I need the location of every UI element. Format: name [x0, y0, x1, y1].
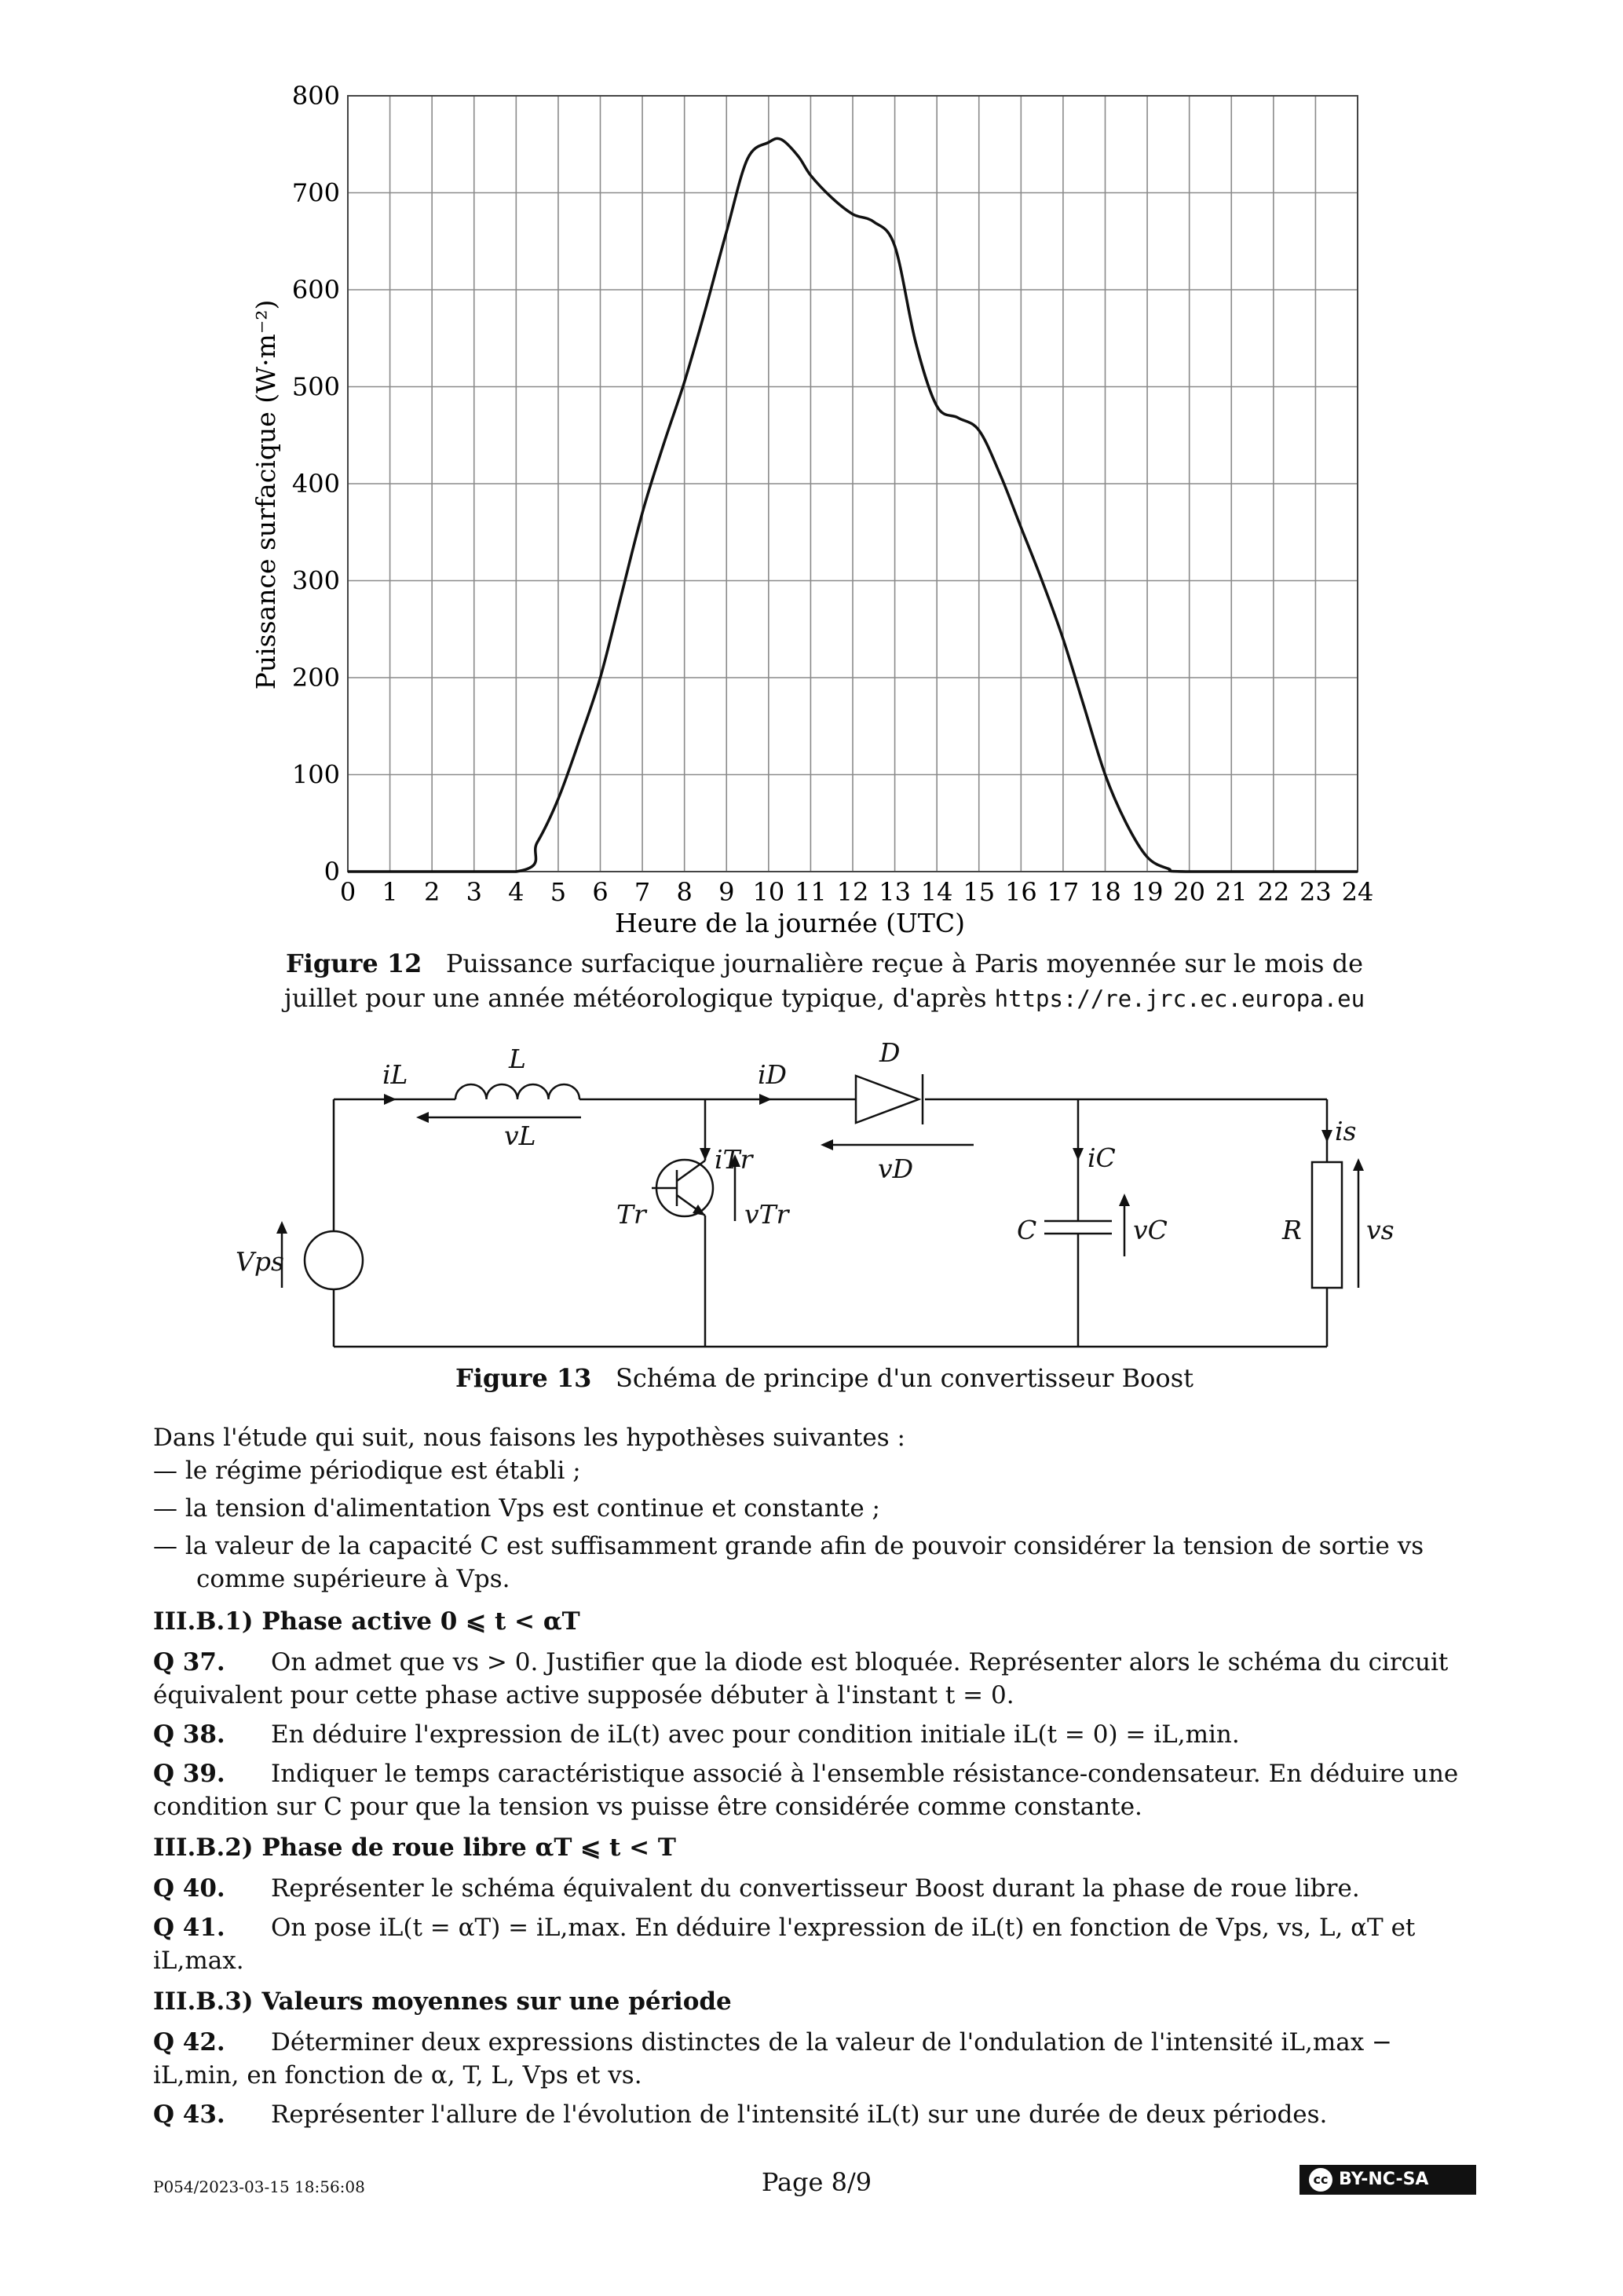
x-tick-label: 0 [339, 877, 356, 907]
figure13-caption-text: Schéma de principe d'un convertisseur Boost [615, 1363, 1193, 1393]
bullet-item: — la tension d'alimentation Vps est continue et constante ; [153, 1494, 880, 1523]
power-chart [0, 0, 1623, 942]
label-Tr: Tr [616, 1199, 646, 1230]
x-tick-label: 14 [920, 877, 953, 907]
label-vL: vL [504, 1121, 536, 1151]
figure13-caption [236, 1361, 1413, 1395]
section-title: III.B.2) Phase de roue libre αT ⩽ t < T [153, 1834, 676, 1862]
question-text: Indiquer le temps caractéristique associé à l'ensemble résistance-condensateur. En déduire une condition sur C pour que la tension vs puisse être considérée comme constante. [153, 1760, 1459, 1821]
x-tick-label: 8 [676, 877, 693, 907]
label-C: C [1017, 1215, 1037, 1245]
intro-paragraph: Dans l'étude qui suit, nous faisons les hypothèses suivantes : [153, 1424, 905, 1452]
question-42 [153, 2026, 1480, 2092]
x-tick-label: 24 [1341, 877, 1374, 907]
y-tick-label: 300 [291, 565, 340, 596]
label-D: D [879, 1037, 901, 1068]
y-tick-label: 400 [291, 469, 340, 499]
x-tick-label: 18 [1089, 877, 1121, 907]
question-number: Q 39. [153, 1760, 225, 1788]
y-tick-label: 800 [291, 81, 340, 111]
x-tick-label: 3 [466, 877, 482, 907]
label-iTr: iTr [715, 1144, 753, 1175]
bullet-item: — la valeur de la capacité C est suffisamment grande afin de pouvoir considérer la tension de sortie vs comme supérieure à Vps. [153, 1532, 1424, 1593]
question-43 [153, 2098, 1480, 2131]
question-number: Q 41. [153, 1914, 225, 1942]
x-tick-label: 10 [752, 877, 785, 907]
x-tick-label: 7 [634, 877, 651, 907]
question-39 [153, 1757, 1480, 1823]
label-Vps: Vps [236, 1246, 284, 1277]
x-tick-label: 1 [382, 877, 398, 907]
chart-xlabel: Heure de la journée (UTC) [615, 908, 965, 938]
question-text: Représenter l'allure de l'évolution de l'intensité iL(t) sur une durée de deux périodes. [271, 2100, 1328, 2129]
y-tick-label: 0 [324, 857, 340, 887]
chart-ticks [292, 81, 1373, 907]
chart-grid [348, 96, 1358, 872]
y-tick-label: 100 [291, 759, 340, 790]
y-tick-label: 700 [291, 177, 340, 208]
x-tick-label: 13 [879, 877, 911, 907]
question-text: On pose iL(t = αT) = iL,max. En déduire l'expression de iL(t) en fonction de Vps, vs, L, αT et iL,max. [153, 1914, 1416, 1975]
figure12-label: Figure 12 [285, 949, 422, 978]
body-text [153, 1421, 1480, 2131]
y-tick-label: 500 [291, 371, 340, 402]
x-tick-label: 4 [508, 877, 525, 907]
question-number: Q 37. [153, 1648, 225, 1676]
question-41 [153, 1911, 1480, 1977]
x-tick-label: 23 [1299, 877, 1332, 907]
x-tick-label: 21 [1215, 877, 1248, 907]
question-40 [153, 1872, 1480, 1905]
x-tick-label: 16 [1004, 877, 1037, 907]
question-number: Q 42. [153, 2028, 225, 2057]
label-iD: iD [758, 1059, 788, 1090]
question-text: On admet que vs > 0. Justifier que la diode est bloquée. Représenter alors le schéma du circuit équivalent pour cette phase active supposée débuter à l'instant t = 0. [153, 1648, 1449, 1709]
license-badge[interactable] [1299, 2165, 1476, 2195]
x-tick-label: 19 [1131, 877, 1164, 907]
question-38 [153, 1718, 1480, 1751]
label-vD: vD [878, 1153, 914, 1184]
page-number: Page 8/9 [761, 2167, 872, 2197]
label-L: L [509, 1044, 526, 1074]
x-tick-label: 12 [836, 877, 869, 907]
figure12-url: https://re.jrc.ec.europa.eu [994, 985, 1365, 1012]
label-R: R [1282, 1215, 1302, 1245]
x-tick-label: 11 [795, 877, 827, 907]
label-iL: iL [382, 1059, 408, 1090]
label-vC: vC [1133, 1215, 1168, 1245]
bullet-item: — le régime périodique est établi ; [153, 1457, 581, 1485]
chart-ylabel: Puissance surfacique (W·m⁻²) [250, 299, 281, 690]
boost-circuit-diagram [0, 1021, 1623, 1366]
x-tick-label: 6 [592, 877, 609, 907]
label-iC: iC [1087, 1143, 1116, 1173]
question-number: Q 38. [153, 1720, 225, 1749]
figure12-caption [236, 946, 1413, 1016]
y-tick-label: 200 [291, 663, 340, 693]
figure12-caption-line2: juillet pour une année météorologique typique, d'après [283, 983, 987, 1013]
x-tick-label: 9 [718, 877, 735, 907]
x-tick-label: 22 [1257, 877, 1290, 907]
question-text: Représenter le schéma équivalent du convertisseur Boost durant la phase de roue libre. [271, 1874, 1360, 1903]
question-text: Déterminer deux expressions distinctes de la valeur de l'ondulation de l'intensité iL,max − iL,min, en fonction de α, T, L, Vps et vs. [153, 2028, 1393, 2089]
section-title: III.B.1) Phase active 0 ⩽ t < αT [153, 1607, 580, 1636]
figure12-caption-line1: Puissance surfacique journalière reçue à Paris moyennée sur le mois de [445, 949, 1364, 978]
question-text: En déduire l'expression de iL(t) avec pour condition initiale iL(t = 0) = iL,min. [271, 1720, 1240, 1749]
label-vs: vs [1366, 1215, 1395, 1245]
label-is: is [1335, 1116, 1357, 1146]
x-tick-label: 2 [423, 877, 440, 907]
label-vTr: vTr [744, 1199, 789, 1230]
question-37 [153, 1646, 1480, 1712]
question-number: Q 40. [153, 1874, 225, 1903]
license-text: BY-NC-SA [1339, 2170, 1429, 2189]
footer-timestamp: P054/2023-03-15 18:56:08 [153, 2177, 365, 2196]
section-title: III.B.3) Valeurs moyennes sur une période [153, 1987, 732, 2016]
x-tick-label: 5 [550, 877, 567, 907]
x-tick-label: 20 [1173, 877, 1206, 907]
x-tick-label: 15 [963, 877, 996, 907]
cc-icon: cc [1309, 2168, 1332, 2192]
x-tick-label: 17 [1047, 877, 1080, 907]
y-tick-label: 600 [291, 275, 340, 305]
question-number: Q 43. [153, 2100, 225, 2129]
figure13-label: Figure 13 [455, 1363, 592, 1393]
